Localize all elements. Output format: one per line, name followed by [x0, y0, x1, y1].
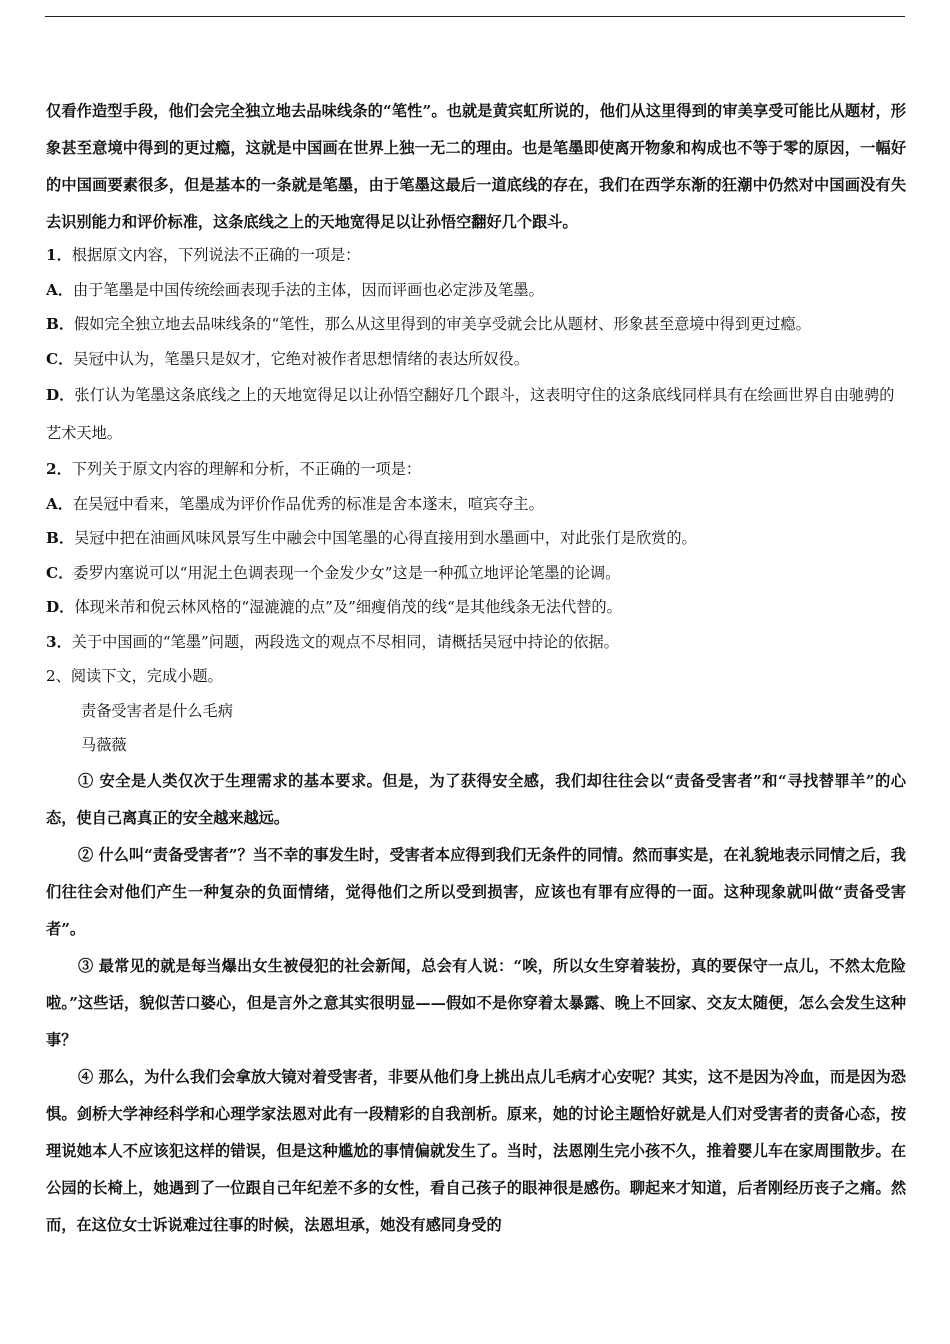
option-text: 张仃认为笔墨这条底线之上的天地宽得足以让孙悟空翻好几个跟斗，这表明守住的这条底线同样具有在绘画世界自由驰骋的艺术天地。	[46, 386, 895, 442]
question-1	[46, 238, 906, 273]
option-text: 吴冠中认为，笔墨只是奴才，它绝对被作者思想情绪的表达所奴役。	[73, 349, 529, 368]
question-stem: 下列关于原文内容的理解和分析，不正确的一项是：	[71, 460, 422, 478]
question-2	[46, 452, 906, 487]
option-key: D．	[46, 598, 75, 616]
option-key: B．	[46, 529, 75, 547]
q2-option-a	[46, 487, 906, 522]
document-page	[46, 93, 906, 1244]
question-number: 3．	[46, 632, 72, 651]
q2-option-d	[46, 590, 906, 625]
option-text: 委罗内塞说可以“用泥土色调表现一个金发少女”这是一种孤立地评论笔墨的论调。	[73, 563, 621, 582]
q1-option-b	[46, 307, 906, 342]
option-text: 体现米芾和倪云林风格的“湿漉漉的点”及”细瘦俏茂的线“是其他线条无法代替的。	[74, 598, 622, 616]
header-rule	[45, 16, 905, 17]
option-key: C．	[46, 563, 74, 582]
article-paragraph-2: ② 什么叫“责备受害者”？当不幸的事发生时，受害者本应得到我们无条件的同情。然而事实是，在礼貌地表示同情之后，我们往往会对他们产生一种复杂的负面情绪，觉得他们之所以受到损害，应该也有罪有应得的一面。这种现象就叫做“责备受害者”。	[46, 845, 906, 938]
option-text: 吴冠中把在油画风味风景写生中融会中国笔墨的心得直接用到水墨画中，对此张仃是欣赏的。	[74, 529, 697, 547]
question-number: 2．	[46, 460, 72, 478]
article-paragraph-3: ③ 最常见的就是每当爆出女生被侵犯的社会新闻，总会有人说：“唉，所以女生穿着装扮，真的要保守一点儿，不然太危险啦。”这些话，貌似苦口婆心，但是言外之意其实很明显——假如不是你穿着太暴露、晚上不回家、交友太随便，怎么会发生这种事？	[46, 956, 906, 1049]
option-key: A．	[46, 280, 73, 299]
option-text: 在吴冠中看来，笔墨成为评价作品优秀的标准是舍本遂末，喧宾夺主。	[72, 494, 544, 513]
q1-option-d	[46, 376, 906, 452]
question-stem: 关于中国画的“笔墨”问题，两段选文的观点不尽相同，请概括吴冠中持论的依据。	[71, 632, 619, 651]
question-stem: 根据原文内容，下列说法不正确的一项是：	[71, 246, 361, 264]
option-key: C．	[46, 349, 74, 368]
passage-continuation: 仅看作造型手段，他们会完全独立地去品味线条的“笔性”。也就是黄宾虹所说的，他们从这里得到的审美享受可能比从题材，形象甚至意境中得到的更过瘾，这就是中国画在世界上独一无二的理由。也是笔墨即使离开物象和构成也不等于零的原因，一幅好的中国画要素很多，但是基本的一条就是笔墨，由于笔墨这最后一道底线的存在，我们在西学东渐的狂潮中仍然对中国画没有失去识别能力和评价标准，这条底线之上的天地宽得足以让孙悟空翻好几个跟斗。	[46, 102, 906, 231]
section-2-heading: 2、阅读下文，完成小题。	[46, 667, 223, 685]
q2-option-c	[46, 556, 906, 591]
q1-option-a	[46, 273, 906, 308]
q1-option-c	[46, 342, 906, 377]
article-paragraph-4: ④ 那么，为什么我们会拿放大镜对着受害者，非要从他们身上挑出点儿毛病才心安呢？其实，这不是因为冷血，而是因为恐惧。剑桥大学神经科学和心理学家法恩对此有一段精彩的自我剖析。原来，她的讨论主题恰好就是人们对受害者的责备心态，按理说她本人不应该犯这样的错误，但是这种尴尬的事情偏就发生了。当时，法恩刚生完小孩不久，推着婴儿车在家周围散步。在公园的长椅上，她遇到了一位跟自己年纪差不多的女性，看自己孩子的眼神很是感伤。聊起来才知道，后者刚经历丧子之痛。然而，在这位女士诉说难过往事的时候，法恩坦承，她没有感同身受的	[46, 1067, 906, 1234]
q2-option-b	[46, 521, 906, 556]
article-title: 责备受害者是什么毛病	[81, 701, 233, 720]
option-key: A．	[46, 494, 73, 513]
question-3	[46, 625, 906, 660]
option-text: 由于笔墨是中国传统绘画表现手法的主体，因而评画也必定涉及笔墨。	[72, 280, 544, 299]
article-author: 马薇薇	[81, 736, 127, 754]
question-number: 1．	[46, 246, 72, 264]
article-paragraph-1: ① 安全是人类仅次于生理需求的基本要求。但是，为了获得安全感，我们却往往会以“责备受害者”和“寻找替罪羊”的心态，使自己离真正的安全越来越远。	[46, 771, 906, 827]
option-text: 假如完全独立地去品味线条的“笔性，那么从这里得到的审美享受就会比从题材、形象甚至意境中得到更过瘾。	[74, 315, 811, 333]
option-key: D．	[46, 386, 75, 404]
option-key: B．	[46, 315, 75, 333]
